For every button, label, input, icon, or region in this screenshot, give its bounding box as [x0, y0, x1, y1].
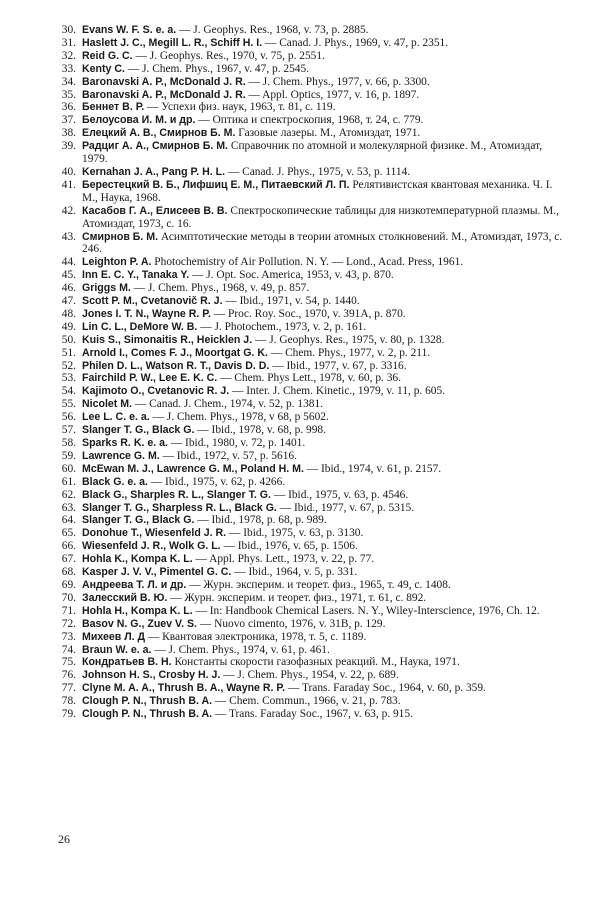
- reference-number: 70.: [61, 591, 76, 604]
- reference-body: [82, 463, 564, 476]
- reference-authors: Kajimoto O., Cvetanovic R. J.: [82, 385, 230, 398]
- reference-entry: [50, 514, 564, 527]
- reference-number: 34.: [61, 75, 76, 88]
- reference-entry: [50, 669, 564, 682]
- reference-entry: [50, 140, 564, 166]
- reference-authors: Кондратьев В. Н.: [82, 656, 172, 669]
- reference-citation: — Chem. Commun., 1966, v. 21, p. 783.: [212, 695, 401, 708]
- reference-authors: Kernahan J. A., Pang P. H. L.: [82, 165, 226, 178]
- reference-citation: Асимптотические методы в теории атомных столкновений. М., Атомиздат, 1973, с. 246.: [82, 230, 563, 256]
- reference-citation: — J. Geophys. Res., 1968, v. 73, p. 2885.: [176, 24, 369, 36]
- reference-citation: — Ibid., 1971, v. 54, p. 1440.: [222, 295, 360, 308]
- reference-authors: Jones I. T. N., Wayne R. P.: [82, 307, 211, 320]
- reference-number: 41.: [61, 178, 76, 191]
- reference-body: [82, 398, 564, 411]
- reference-body: [82, 385, 564, 398]
- reference-body: [82, 127, 564, 140]
- reference-authors: Griggs M.: [82, 282, 131, 295]
- reference-authors: Белоусова И. М. и др.: [82, 114, 196, 127]
- reference-entry: [50, 295, 564, 308]
- reference-entry: [50, 450, 564, 463]
- reference-citation: — Chem. Phys Lett., 1978, v. 60, p. 36.: [217, 372, 401, 385]
- reference-authors: Scott P. M., Cvetanovič R. J.: [82, 295, 223, 308]
- reference-number: 58.: [61, 437, 76, 449]
- reference-citation: — Trans. Faraday Soc., 1964, v. 60, p. 359.: [285, 682, 486, 695]
- reference-number: 73.: [61, 630, 76, 643]
- reference-citation: — J. Geophys. Res., 1970, v. 75, p. 2551.: [132, 49, 325, 62]
- reference-citation: Справочник по атомной и молекулярной физике. М., Атомиздат, 1979.: [82, 140, 543, 166]
- reference-authors: Black G., Sharples R. L., Slanger T. G.: [82, 488, 271, 501]
- reference-number: 49.: [61, 320, 76, 333]
- reference-authors: Kenty C.: [82, 62, 125, 75]
- reference-citation: Спектроскопические таблицы для низкотемпературной плазмы. М., Атомиздат, 1973, с. 16.: [82, 204, 560, 230]
- reference-authors: Смирнов Б. М.: [82, 230, 159, 243]
- reference-entry: [50, 166, 564, 179]
- reference-citation: — Ibid., 1977, v. 67, p. 5315.: [276, 501, 415, 514]
- reference-body: [82, 605, 564, 618]
- reference-body: [82, 644, 564, 657]
- reference-authors: Fairchild P. W., Lee E. K. C.: [82, 372, 218, 385]
- reference-body: [82, 527, 564, 540]
- reference-body: [82, 24, 564, 37]
- reference-body: [82, 166, 564, 179]
- reference-body: [82, 101, 564, 114]
- reference-citation: — Ibid., 1977, v. 67, p. 3316.: [269, 359, 407, 372]
- reference-number: 39.: [61, 140, 76, 153]
- reference-authors: Inn E. C. Y., Tanaka Y.: [82, 269, 190, 282]
- reference-body: [82, 179, 564, 205]
- reference-citation: — Оптика и спектроскопия, 1968, т. 24, с. 779.: [195, 114, 424, 127]
- reference-entry: [50, 489, 564, 502]
- reference-entry: [50, 566, 564, 579]
- reference-citation: — Ibid., 1975, v. 63, p. 3130.: [226, 527, 364, 540]
- reference-entry: [50, 644, 564, 657]
- reference-entry: [50, 269, 564, 282]
- reference-citation: — Ibid., 1964, v. 5, p. 331.: [231, 566, 358, 579]
- reference-entry: [50, 398, 564, 411]
- reference-citation: — Proc. Roy. Soc., 1970, v. 391A, p. 870.: [210, 307, 406, 320]
- reference-entry: [50, 101, 564, 114]
- reference-body: [82, 489, 564, 502]
- reference-authors: Lawrence G. M.: [82, 449, 160, 462]
- reference-body: [82, 205, 564, 231]
- reference-number: 35.: [61, 88, 76, 101]
- reference-entry: [50, 618, 564, 631]
- reference-authors: Елецкий А. В., Смирнов Б. М.: [82, 127, 236, 140]
- reference-body: [82, 269, 564, 282]
- reference-body: [82, 334, 564, 347]
- reference-citation: — Ibid., 1972, v. 57, p. 5616.: [159, 449, 297, 462]
- reference-authors: Радциг А. А., Смирнов Б. М.: [82, 140, 229, 153]
- reference-authors: Залесский В. Ю.: [82, 591, 168, 604]
- reference-entry: [50, 347, 564, 360]
- reference-authors: Black G. e. a.: [82, 475, 148, 488]
- reference-citation: — J. Opt. Soc. America, 1953, v. 43, p. 870.: [189, 269, 394, 282]
- reference-entry: [50, 63, 564, 76]
- reference-number: 60.: [61, 462, 76, 475]
- reference-authors: Evans W. F. S. e. a.: [82, 24, 177, 36]
- reference-citation: — Успехи физ. наук, 1963, т. 81, с. 119.: [144, 101, 336, 114]
- reference-citation: — Canad. J. Phys., 1975, v. 53, p. 1114.: [225, 165, 411, 178]
- reference-authors: Donohue T., Wiesenfeld J. R.: [82, 527, 227, 540]
- reference-body: [82, 618, 564, 631]
- reference-body: [82, 411, 564, 424]
- reference-list: [50, 24, 564, 721]
- reference-body: [82, 256, 564, 269]
- reference-body: [82, 656, 564, 669]
- reference-number: 66.: [61, 540, 76, 553]
- reference-citation: — J. Photochem., 1973, v. 2, p. 161.: [197, 320, 367, 333]
- reference-citation: — J. Chem. Phys., 1968, v. 49, p. 857.: [130, 282, 310, 295]
- reference-number: 72.: [61, 617, 76, 630]
- reference-authors: Clyne M. A. A., Thrush B. A., Wayne R. P.: [82, 682, 286, 695]
- reference-number: 76.: [61, 669, 76, 682]
- reference-citation: — Ibid., 1978, p. 68, p. 989.: [194, 514, 327, 527]
- reference-body: [82, 295, 564, 308]
- reference-citation: Константы скорости газофазных реакций. М., Наука, 1971.: [171, 656, 460, 669]
- reference-authors: Касабов Г. А., Елисеев В. В.: [82, 204, 228, 217]
- page-number: 26: [58, 832, 70, 846]
- reference-body: [82, 592, 564, 605]
- reference-authors: Михеев Л. Д: [82, 630, 146, 643]
- reference-number: 61.: [61, 475, 76, 488]
- reference-body: [82, 502, 564, 515]
- reference-number: 33.: [61, 62, 76, 75]
- reference-number: 64.: [61, 514, 76, 527]
- reference-authors: Wiesenfeld J. R., Wolk G. L.: [82, 540, 221, 553]
- reference-authors: Baronavski A. P., McDonald J. R.: [82, 75, 246, 88]
- reference-citation: — Canad. J. Phys., 1969, v. 47, p. 2351.: [262, 36, 449, 49]
- reference-body: [82, 553, 564, 566]
- reference-body: [82, 579, 564, 592]
- reference-number: 36.: [61, 101, 76, 114]
- reference-authors: Nicolet M.: [82, 398, 133, 411]
- reference-body: [82, 231, 564, 257]
- reference-citation: — J. Chem. Phys., 1954, v. 22, p. 689.: [220, 669, 399, 682]
- reference-body: [82, 372, 564, 385]
- reference-body: [82, 89, 564, 102]
- reference-authors: Clough P. N., Thrush B. A.: [82, 695, 213, 708]
- reference-body: [82, 360, 564, 373]
- reference-entry: [50, 360, 564, 373]
- reference-citation: Photochemistry of Air Pollution. N. Y. — Lond., Acad. Press, 1961.: [151, 256, 464, 269]
- reference-citation: — Ibid., 1975, v. 63, p. 4546.: [270, 488, 409, 501]
- reference-body: [82, 708, 564, 721]
- reference-body: [82, 308, 564, 321]
- reference-number: 30.: [61, 24, 76, 36]
- reference-citation: — Appl. Optics, 1977, v. 16, p. 1897.: [245, 88, 420, 101]
- reference-authors: Johnson H. S., Crosby H. J.: [82, 669, 221, 682]
- reference-entry: [50, 76, 564, 89]
- reference-authors: Kasper J. V. V., Pimentel G. C.: [82, 566, 232, 579]
- reference-number: 74.: [61, 643, 76, 656]
- reference-number: 32.: [61, 49, 76, 62]
- reference-citation: — Ibid., 1978, v. 68, p. 998.: [194, 424, 326, 437]
- reference-citation: — Appl. Phys. Lett., 1973, v. 22, p. 77.: [192, 553, 375, 566]
- reference-body: [82, 450, 564, 463]
- reference-entry: [50, 372, 564, 385]
- reference-entry: [50, 24, 564, 37]
- reference-number: 75.: [61, 656, 76, 669]
- reference-body: [82, 37, 564, 50]
- reference-citation: Релятивистская квантовая механика. Ч. I. М., Наука, 1968.: [82, 178, 553, 204]
- reference-number: 45.: [61, 269, 76, 282]
- reference-number: 77.: [61, 682, 76, 695]
- reference-number: 56.: [61, 411, 76, 424]
- reference-number: 57.: [61, 424, 76, 437]
- reference-entry: [50, 437, 564, 450]
- reference-entry: [50, 411, 564, 424]
- reference-body: [82, 669, 564, 682]
- reference-body: [82, 566, 564, 579]
- reference-authors: Берестецкий В. Б., Лифшиц Е. М., Питаевский Л. П.: [82, 178, 350, 191]
- reference-body: [82, 76, 564, 89]
- reference-body: [82, 347, 564, 360]
- reference-number: 43.: [61, 230, 76, 243]
- reference-body: [82, 140, 564, 166]
- reference-entry: [50, 334, 564, 347]
- reference-authors: Arnold I., Comes F. J., Moortgat G. K.: [82, 346, 268, 359]
- reference-number: 67.: [61, 553, 76, 566]
- reference-number: 78.: [61, 695, 76, 708]
- reference-entry: [50, 631, 564, 644]
- reference-body: [82, 540, 564, 553]
- reference-entry: [50, 579, 564, 592]
- reference-entry: [50, 695, 564, 708]
- reference-body: [82, 50, 564, 63]
- reference-entry: [50, 308, 564, 321]
- reference-authors: Sparks R. K. e. a.: [82, 437, 168, 449]
- reference-authors: Baronavski A. P., McDonald J. R.: [82, 88, 246, 101]
- reference-entry: [50, 89, 564, 102]
- reference-citation: — Trans. Faraday Soc., 1967, v. 63, p. 915.: [212, 708, 413, 721]
- reference-entry: [50, 527, 564, 540]
- reference-number: 51.: [61, 346, 76, 359]
- reference-citation: — Canad. J. Chem., 1974, v. 52, p. 1381.: [132, 398, 324, 411]
- reference-number: 48.: [61, 307, 76, 320]
- reference-authors: Slanger T. G., Black G.: [82, 514, 195, 527]
- reference-number: 63.: [61, 501, 76, 514]
- reference-entry: [50, 385, 564, 398]
- reference-entry: [50, 424, 564, 437]
- reference-citation: — Журн. эксперим. и теорет. физ., 1971, т. 61, с. 892.: [167, 591, 427, 604]
- reference-entry: [50, 682, 564, 695]
- reference-entry: [50, 114, 564, 127]
- reference-entry: [50, 205, 564, 231]
- reference-authors: Hohla K., Kompa K. L.: [82, 553, 193, 566]
- reference-citation: — Квантовая электроника, 1978, т. 5, с. 1189.: [145, 630, 367, 643]
- reference-body: [82, 695, 564, 708]
- reference-entry: [50, 231, 564, 257]
- reference-citation: — Ibid., 1974, v. 61, p. 2157.: [303, 462, 442, 475]
- reference-number: 38.: [61, 127, 76, 140]
- reference-number: 40.: [61, 165, 76, 178]
- reference-authors: Slanger T. G., Black G.: [82, 424, 195, 437]
- reference-number: 62.: [61, 488, 76, 501]
- reference-body: [82, 437, 564, 450]
- reference-citation: — Inter. J. Chem. Kinetic., 1979, v. 11, p. 605.: [229, 385, 446, 398]
- reference-authors: Беннет В. Р.: [82, 101, 145, 114]
- reference-citation: — J. Chem. Phys., 1974, v. 61, p. 461.: [151, 643, 330, 656]
- reference-number: 44.: [61, 256, 76, 269]
- reference-entry: [50, 282, 564, 295]
- reference-authors: McEwan M. J., Lawrence G. M., Poland H. M.: [82, 462, 304, 475]
- reference-body: [82, 424, 564, 437]
- reference-authors: Lee L. C. e. a.: [82, 411, 150, 424]
- reference-entry: [50, 592, 564, 605]
- reference-entry: [50, 476, 564, 489]
- reference-body: [82, 476, 564, 489]
- reference-entry: [50, 50, 564, 63]
- reference-citation: — In: Handbook Chemical Lasers. N. Y., Wiley-Interscience, 1976, Ch. 12.: [192, 604, 540, 617]
- reference-number: 47.: [61, 295, 76, 308]
- reference-citation: — J. Chem. Phys., 1967, v. 47, p. 2545.: [124, 62, 310, 75]
- reference-entry: [50, 708, 564, 721]
- reference-number: 79.: [61, 708, 76, 721]
- reference-entry: [50, 37, 564, 50]
- reference-entry: [50, 127, 564, 140]
- reference-authors: Haslett J. C., Megill L. R., Schiff H. I.: [82, 36, 263, 49]
- reference-citation: — Ibid., 1980, v. 72, p. 1401.: [167, 437, 306, 449]
- reference-citation: — Ibid., 1975, v. 62, p. 4266.: [147, 475, 286, 488]
- reference-entry: [50, 463, 564, 476]
- reference-citation: Газовые лазеры. М., Атомиздат, 1971.: [235, 127, 421, 140]
- reference-body: [82, 321, 564, 334]
- reference-number: 50.: [61, 333, 76, 346]
- reference-entry: [50, 321, 564, 334]
- reference-entry: [50, 179, 564, 205]
- reference-entry: [50, 502, 564, 515]
- reference-body: [82, 282, 564, 295]
- reference-citation: — J. Chem. Phys., 1978, v 68, p 5602.: [149, 411, 329, 424]
- reference-authors: Braun W. e. a.: [82, 643, 152, 656]
- reference-citation: — Nuovo cimento, 1976, v. 31B, p. 129.: [197, 617, 386, 630]
- reference-authors: Reid G. C.: [82, 49, 133, 62]
- reference-entry: [50, 656, 564, 669]
- reference-number: 46.: [61, 282, 76, 295]
- reference-number: 54.: [61, 385, 76, 398]
- reference-citation: — J. Geophys. Res., 1975, v. 80, p. 1328.: [252, 333, 445, 346]
- reference-number: 53.: [61, 372, 76, 385]
- reference-authors: Philen D. L., Watson R. T., Davis D. D.: [82, 359, 270, 372]
- reference-authors: Clough P. N., Thrush B. A.: [82, 708, 213, 721]
- reference-entry: [50, 256, 564, 269]
- reference-citation: — J. Chem. Phys., 1977, v. 66, p. 3300.: [245, 75, 430, 88]
- reference-authors: Leighton P. A.: [82, 256, 152, 269]
- reference-authors: Hohla H., Kompa K. L.: [82, 604, 193, 617]
- reference-number: 52.: [61, 359, 76, 372]
- reference-authors: Андреева Т. Л. и др.: [82, 578, 187, 591]
- reference-citation: — Ibid., 1976, v. 65, p. 1506.: [220, 540, 358, 553]
- reference-body: [82, 514, 564, 527]
- reference-number: 59.: [61, 449, 76, 462]
- reference-authors: Kuis S., Simonaitis R., Heicklen J.: [82, 333, 253, 346]
- reference-body: [82, 631, 564, 644]
- reference-authors: Lin C. L., DeMore W. B.: [82, 320, 198, 333]
- reference-entry: [50, 540, 564, 553]
- reference-citation: — Журн. эксперим. и теорет. физ., 1965, т. 49, с. 1408.: [186, 578, 451, 591]
- reference-number: 42.: [61, 204, 76, 217]
- reference-number: 71.: [61, 604, 76, 617]
- reference-body: [82, 63, 564, 76]
- reference-authors: Basov N. G., Zuev V. S.: [82, 617, 198, 630]
- reference-citation: — Chem. Phys., 1977, v. 2, p. 211.: [268, 346, 431, 359]
- reference-number: 37.: [61, 114, 76, 127]
- reference-number: 31.: [61, 36, 76, 49]
- reference-number: 65.: [61, 527, 76, 540]
- reference-entry: [50, 605, 564, 618]
- reference-number: 55.: [61, 398, 76, 411]
- reference-body: [82, 114, 564, 127]
- reference-number: 69.: [61, 578, 76, 591]
- reference-authors: Slanger T. G., Sharpless R. L., Black G.: [82, 501, 277, 514]
- reference-number: 68.: [61, 566, 76, 579]
- reference-entry: [50, 553, 564, 566]
- reference-body: [82, 682, 564, 695]
